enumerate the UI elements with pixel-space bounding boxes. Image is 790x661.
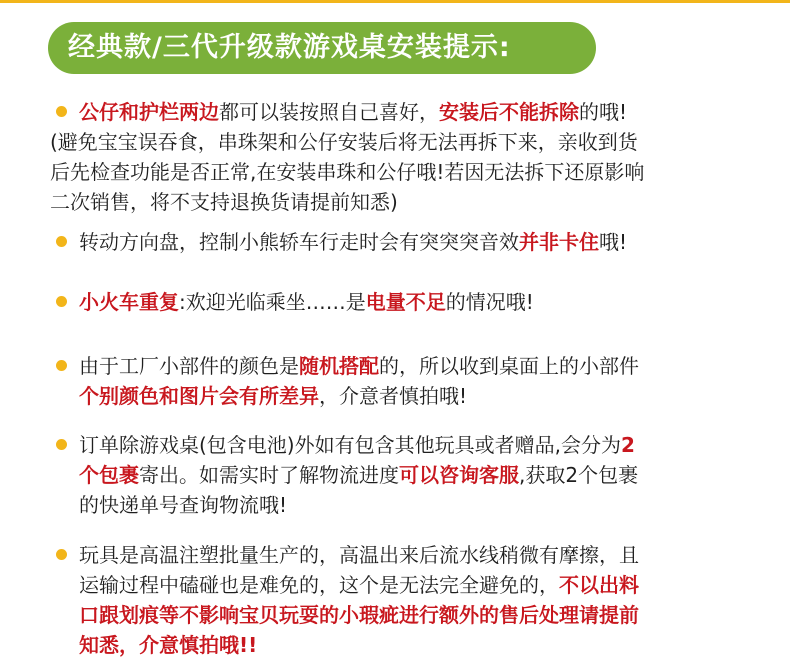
tip-line	[50, 540, 750, 570]
tip-text: 的快递单号查询物流哦!	[79, 493, 288, 517]
tip-line	[50, 351, 750, 381]
highlight-text: 随机搭配	[299, 354, 379, 378]
tip-text: 哦!	[599, 230, 628, 254]
highlight-text: 电量不足	[365, 290, 446, 314]
highlight-text: 知悉，介意慎拍哦!!	[79, 633, 258, 657]
bullet-dot-icon	[56, 549, 67, 560]
tip-text: ，介意者慎拍哦!	[319, 384, 468, 408]
tip-text: 后先检查功能是否正常,在安装串珠和公仔哦!若因无法拆下还原影响	[50, 160, 645, 184]
highlight-text: 个包裹	[79, 463, 139, 487]
highlight-text: 安装后不能拆除	[439, 100, 579, 124]
tip-text: 的，所以收到桌面上的小部件	[379, 354, 639, 378]
tip-line	[50, 127, 750, 157]
tip-text: 转动方向盘，控制小熊轿车行走时会有突突突音效	[79, 230, 519, 254]
tip-line	[50, 227, 750, 257]
bullet-dot-icon	[56, 360, 67, 371]
tip-item	[50, 540, 750, 660]
bullet-dot-icon	[56, 106, 67, 117]
tip-text: 的情况哦!	[445, 290, 534, 314]
tip-item	[50, 430, 750, 520]
highlight-text: 口跟划痕等不影响宝贝玩耍的小瑕疵进行额外的售后处理请提前	[79, 603, 639, 627]
tip-item	[50, 287, 750, 317]
tip-text: 订单除游戏桌(包含电池)外如有包含其他玩具或者赠品,会分为	[79, 433, 621, 457]
tip-line	[50, 430, 750, 460]
tip-text: (避免宝宝误吞食，串珠架和公仔安装后将无法再拆下来，亲收到货	[50, 130, 638, 154]
highlight-text: 并非卡住	[519, 230, 599, 254]
tip-text: 寄出。如需实时了解物流进度	[139, 463, 399, 487]
tip-text: 玩具是高温注塑批量生产的，高温出来后流水线稍微有摩擦，且	[79, 543, 639, 567]
top-border	[0, 0, 790, 3]
highlight-text: 2	[620, 433, 635, 457]
tip-line	[50, 157, 750, 187]
tip-line	[50, 287, 750, 317]
tip-text: 由于工厂小部件的颜色是	[79, 354, 299, 378]
highlight-text: 不以出料	[559, 573, 639, 597]
tip-line	[50, 97, 750, 127]
tip-line	[50, 630, 750, 660]
bullet-dot-icon	[56, 439, 67, 450]
tip-text: 的哦!	[579, 100, 628, 124]
highlight-text: 公仔和护栏两边	[79, 100, 219, 124]
bullet-dot-icon	[56, 236, 67, 247]
highlight-text: 个别颜色和图片会有所差异	[79, 384, 319, 408]
tip-item	[50, 97, 750, 217]
page-title: 经典款/三代升级款游戏桌安装提示:	[48, 22, 596, 74]
tip-text: 二次销售，将不支持退换货请提前知悉)	[50, 190, 398, 214]
tip-text: 都可以装按照自己喜好，	[219, 100, 439, 124]
tip-line	[50, 570, 750, 600]
tip-line	[50, 187, 750, 217]
tip-line	[50, 460, 750, 490]
tip-item	[50, 227, 750, 257]
tip-line	[50, 600, 750, 630]
tip-text: :欢迎光临乘坐……是	[179, 290, 366, 314]
tip-text: ,获取2个包裹	[519, 463, 639, 487]
highlight-text: 可以咨询客服	[399, 463, 519, 487]
tip-line	[50, 381, 750, 411]
tip-text: 运输过程中磕碰也是难免的，这个是无法完全避免的，	[79, 573, 559, 597]
bullet-dot-icon	[56, 296, 67, 307]
highlight-text: 小火车重复	[79, 290, 179, 314]
tip-line	[50, 490, 750, 520]
tip-item	[50, 351, 750, 411]
